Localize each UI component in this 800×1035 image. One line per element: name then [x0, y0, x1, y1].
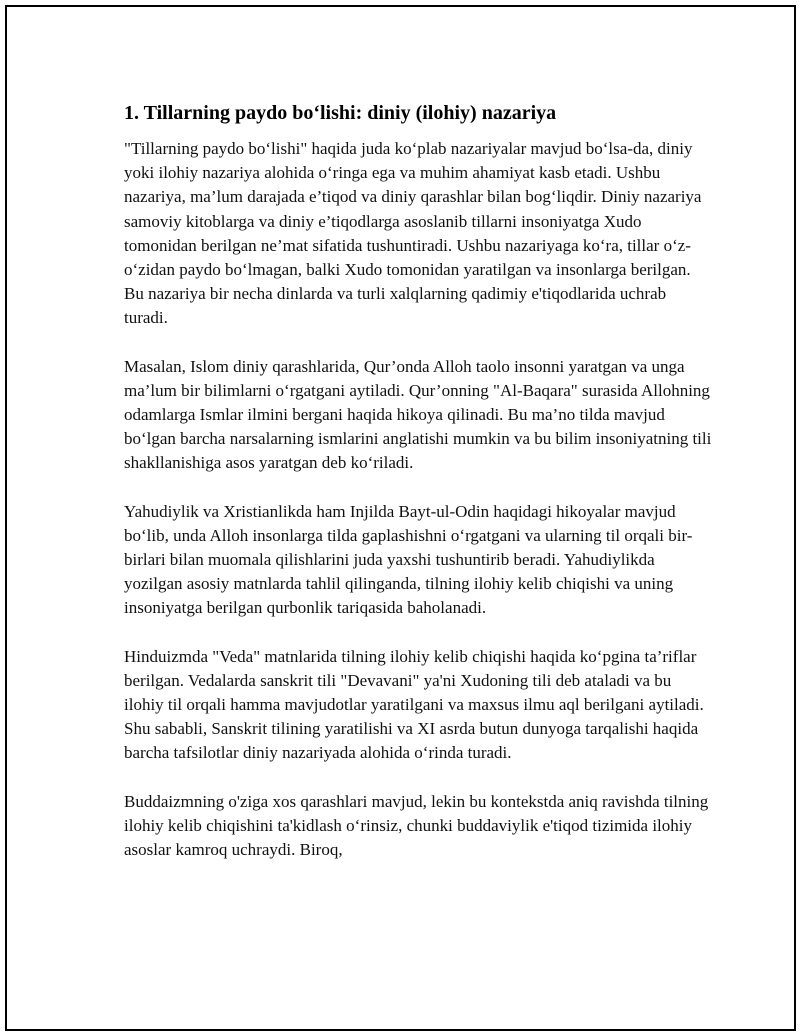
- paragraph-intro: "Tillarning paydo bo‘lishi" haqida juda ko‘plab nazariyalar mavjud bo‘lsa-da, diniy yoki ilohiy nazariya alohida o‘ringa ega va muhim ahamiyat kasb etadi. Ushbu nazariya, ma’lum darajada e’tiqod va diniy qarashlar bilan bog‘liqdir. Diniy nazariya samoviy kitoblarga va diniy e’tiqodlarga asoslanib tillarni insoniyatga Xudo tomonidan berilgan ne’mat sifatida tushuntiradi. Ushbu nazariyaga ko‘ra, tillar o‘z-o‘zidan paydo bo‘lmagan, balki Xudo tomonidan yaratilgan va insonlarga berilgan. Bu nazariya bir necha dinlarda va turli xalqlarning qadimiy e'tiqodlarida uchrab turadi.: [124, 139, 702, 328]
- document-body: [124, 100, 714, 886]
- page-frame: [5, 5, 796, 1031]
- paragraph-islam: Masalan, Islom diniy qarashlarida, Qur’onda Alloh taolo insonni yaratgan va unga ma’lum bir bilimlarni o‘rgatgani aytiladi. Qur’onning "Al-Baqara" surasida Allohning odamlarga Ismlar ilmini bergani haqida hikoya qilinadi. Bu ma’no tilda mavjud bo‘lgan barcha narsalarning ismlarini anglatishi mumkin va bu bilim insoniyatning tili shakllanishiga asos yaratgan deb ko‘riladi.: [124, 356, 712, 473]
- paragraph-hinduism: Hinduizmda "Veda" matnlarida tilning ilohiy kelib chiqishi haqida ko‘pgina ta’riflar berilgan. Vedalarda sanskrit tili "Devavani" ya'ni Xudoning tili deb ataladi va bu ilohiy til orqali hamma mavjudotlar yaratilgani va maxsus ilmu aql berilgani aytiladi. Shu sababli, Sanskrit tilining yaratilishi va XI asrda butun dunyoga tarqalishi haqida barcha tafsilotlar diniy nazariyada alohida o‘rinda turadi.: [124, 646, 704, 763]
- paragraph-buddhism: Buddaizmning o'ziga xos qarashlari mavjud, lekin bu kontekstda aniq ravishda tilning ilohiy kelib chiqishini ta'kidlash o‘rinsiz, chunki buddaviylik e'tiqod tizimida ilohiy asoslar kamroq uchraydi. Biroq,: [124, 791, 709, 860]
- section-heading: 1. Tillarning paydo bo‘lishi: diniy (ilohiy) nazariya: [124, 102, 557, 124]
- paragraph-judaism-christianity: Yahudiylik va Xristianlikda ham Injilda Bayt-ul-Odin haqidagi hikoyalar mavjud bo‘lib, unda Alloh insonlarga tilda gaplashishni o‘rgatgani va ularning til orqali bir-birlari bilan muomala qilishlarini juda yaxshi tushuntirib beradi. Yahudiylikda yozilgan asosiy matnlarda tahlil qilinganda, tilning ilohiy kelib chiqishi va uning insoniyatga berilgan qurbonlik tariqasida baholanadi.: [124, 501, 693, 618]
